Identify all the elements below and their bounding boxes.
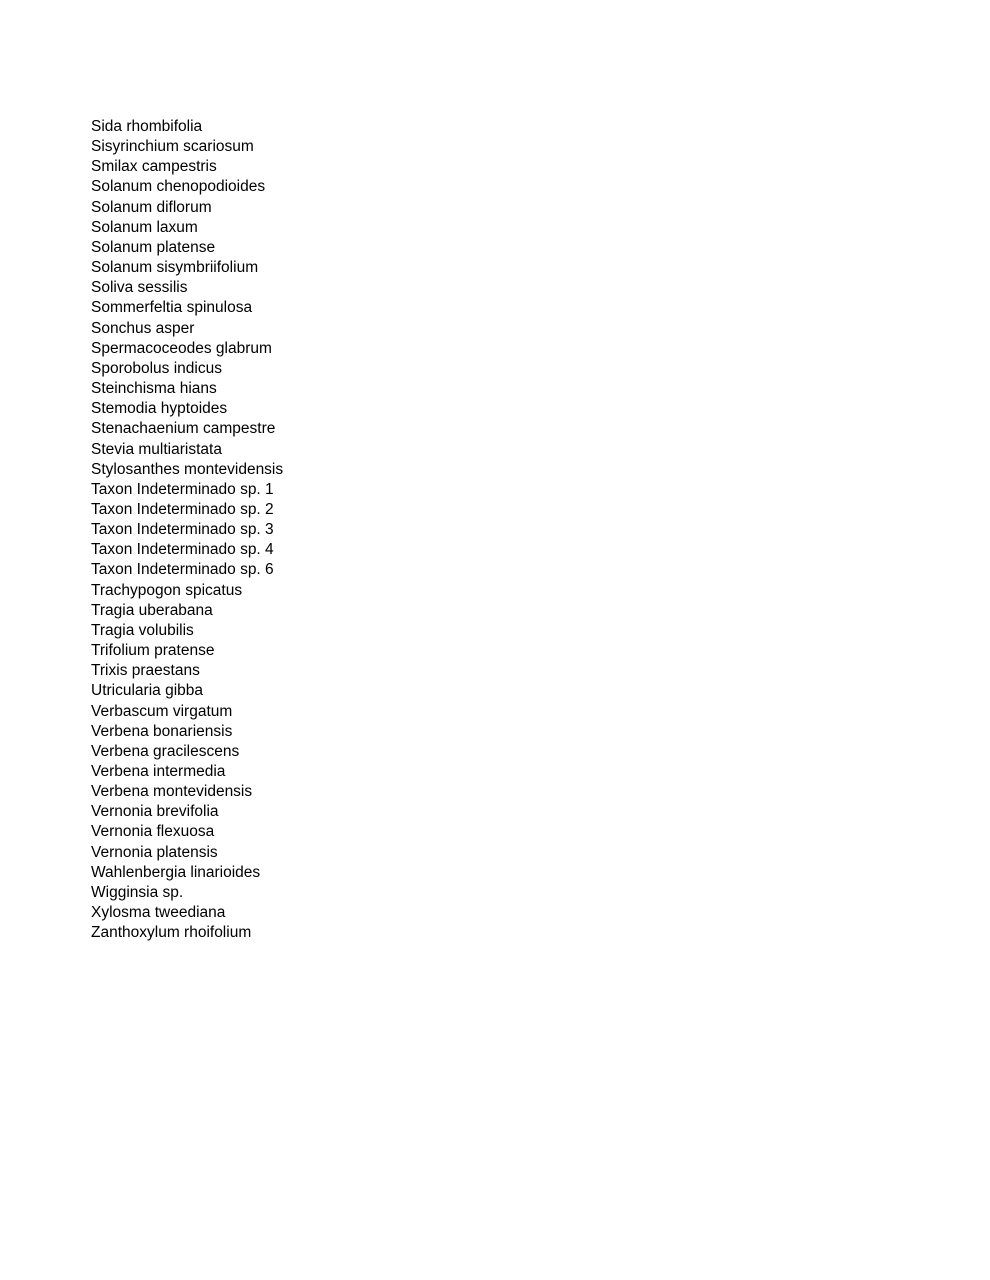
species-list-item: Utricularia gibba [91,682,203,700]
species-list-item: Smilax campestris [91,158,217,176]
species-list-item: Trixis praestans [91,662,200,680]
species-list-item: Zanthoxylum rhoifolium [91,924,252,942]
species-list-item: Wigginsia sp. [91,883,184,901]
species-list-item: Solanum sisymbriifolium [91,259,259,277]
species-list-item: Stevia multiaristata [91,440,222,458]
species-list-item: Sporobolus indicus [91,359,222,377]
species-list-item: Trachypogon spicatus [91,581,243,599]
species-list-item: Xylosma tweediana [91,904,226,922]
species-list-item: Vernonia brevifolia [91,803,219,821]
species-list-item: Solanum chenopodioides [91,178,266,196]
species-list-item: Stemodia hyptoides [91,400,228,418]
species-list-item: Soliva sessilis [91,279,188,297]
species-list-item: Taxon Indeterminado sp. 2 [91,500,274,518]
species-list-item: Sisyrinchium scariosum [91,138,254,156]
species-list-item: Tragia volubilis [91,621,194,639]
species-list-item: Spermacoceodes glabrum [91,339,272,357]
species-list-item: Stenachaenium campestre [91,420,276,438]
species-list-item: Solanum platense [91,238,216,256]
species-list-item: Sida rhombifolia [91,118,203,135]
species-list-item: Verbascum virgatum [91,702,233,720]
species-list-item: Verbena gracilescens [91,742,240,760]
species-list-item: Verbena bonariensis [91,722,233,740]
species-list-item: Steinchisma hians [91,380,217,398]
species-list-item: Solanum diflorum [91,198,212,216]
species-list-item: Tragia uberabana [91,601,213,619]
species-list-item: Vernonia platensis [91,843,218,861]
species-list-item: Wahlenbergia linarioides [91,863,261,881]
species-list-item: Vernonia flexuosa [91,823,215,841]
species-list-item: Solanum laxum [91,218,198,236]
species-list-item: Taxon Indeterminado sp. 3 [91,521,274,539]
species-list-item: Sommerfeltia spinulosa [91,299,253,317]
species-list-item: Verbena intermedia [91,763,226,780]
species-list-item: Taxon Indeterminado sp. 6 [91,561,274,579]
species-list-item: Taxon Indeterminado sp. 4 [91,541,274,559]
species-list-item: Stylosanthes montevidensis [91,460,284,478]
species-list [91,117,283,943]
species-list-item: Verbena montevidensis [91,783,253,801]
species-list-item: Trifolium pratense [91,642,215,660]
species-list-item: Taxon Indeterminado sp. 1 [91,480,274,498]
species-list-item: Sonchus asper [91,319,195,337]
